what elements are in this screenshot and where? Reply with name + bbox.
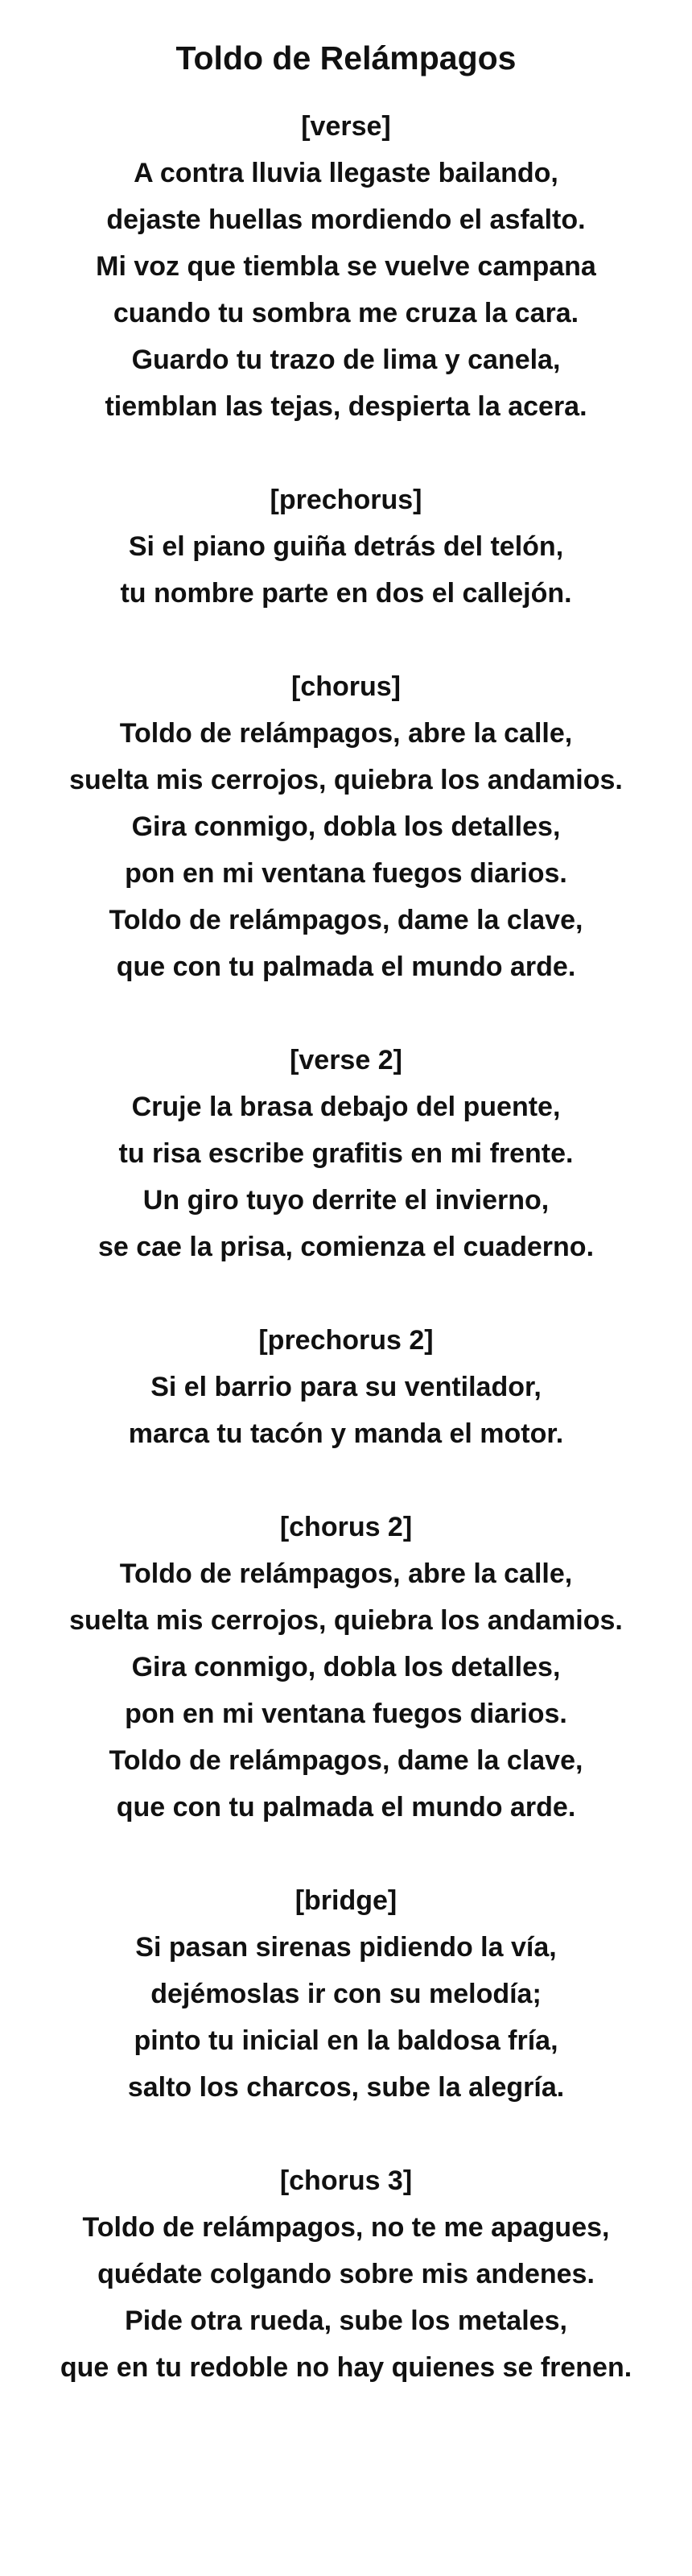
section-label: [chorus 3] — [279, 2165, 413, 2196]
lyric-line: Si el barrio para su ventilador, — [150, 1372, 542, 1402]
lyric-line: Toldo de relámpagos, abre la calle, — [119, 1558, 573, 1589]
lyric-line: Gira conmigo, dobla los detalles, — [131, 811, 561, 842]
lyric-line: suelta mis cerrojos, quiebra los andamios. — [69, 1605, 623, 1636]
lyric-line: tu risa escribe grafitis en mi frente. — [118, 1138, 574, 1169]
lyrics-section — [0, 1037, 692, 1270]
lyric-line: Guardo tu trazo de lima y canela, — [131, 345, 561, 375]
lyric-line: tu nombre parte en dos el callejón. — [120, 578, 572, 609]
lyric-line: Si pasan sirenas pidiendo la vía, — [135, 1932, 557, 1963]
song-title: Toldo de Relámpagos — [175, 39, 517, 76]
lyric-line: suelta mis cerrojos, quiebra los andamios. — [69, 765, 623, 795]
lyric-line: Toldo de relámpagos, dame la clave, — [109, 905, 583, 935]
lyric-line: Gira conmigo, dobla los detalles, — [131, 1652, 561, 1682]
lyric-line: que con tu palmada el mundo arde. — [116, 1792, 576, 1823]
lyric-line: Mi voz que tiembla se vuelve campana — [96, 251, 596, 282]
lyrics-section — [0, 103, 692, 430]
lyric-line: Toldo de relámpagos, abre la calle, — [119, 718, 573, 749]
lyrics-section — [0, 1504, 692, 1831]
lyric-line: pinto tu inicial en la baldosa fría, — [134, 2025, 558, 2056]
lyric-line: tiemblan las tejas, despierta la acera. — [105, 391, 587, 422]
lyrics-section — [0, 477, 692, 617]
lyric-line: que con tu palmada el mundo arde. — [116, 952, 576, 982]
lyrics-section — [0, 2157, 692, 2391]
lyric-line: Si el piano guiña detrás del telón, — [128, 531, 564, 562]
lyrics-section — [0, 1317, 692, 1457]
section-label: [prechorus 2] — [258, 1325, 434, 1356]
section-label: [verse] — [301, 111, 391, 142]
lyric-line: Cruje la brasa debajo del puente, — [131, 1092, 561, 1122]
section-label: [prechorus] — [270, 485, 422, 515]
lyric-line: cuando tu sombra me cruza la cara. — [113, 298, 579, 328]
lyric-line: Toldo de relámpagos, no te me apagues, — [82, 2212, 610, 2243]
lyric-line: pon en mi ventana fuegos diarios. — [125, 1699, 567, 1729]
section-label: [chorus 2] — [279, 1512, 413, 1542]
lyric-line: Un giro tuyo derrite el invierno, — [142, 1185, 550, 1216]
section-label: [verse 2] — [290, 1045, 402, 1075]
lyric-line: A contra lluvia llegaste bailando, — [134, 158, 558, 188]
lyric-line: dejémoslas ir con su melodía; — [150, 1979, 542, 2009]
section-label: [bridge] — [295, 1885, 397, 1916]
lyrics-section — [0, 663, 692, 990]
lyric-line: salto los charcos, sube la alegría. — [127, 2072, 565, 2103]
lyric-line: marca tu tacón y manda el motor. — [128, 1418, 564, 1449]
lyric-line: Pide otra rueda, sube los metales, — [125, 2306, 567, 2336]
lyric-line: que en tu redoble no hay quienes se frenen. — [60, 2352, 632, 2383]
lyrics-body — [0, 103, 692, 2391]
lyric-line: Toldo de relámpagos, dame la clave, — [109, 1745, 583, 1776]
section-label: [chorus] — [291, 671, 401, 702]
lyric-line: quédate colgando sobre mis andenes. — [97, 2259, 595, 2289]
lyrics-section — [0, 1877, 692, 2111]
lyric-line: dejaste huellas mordiendo el asfalto. — [106, 204, 586, 235]
lyric-line: pon en mi ventana fuegos diarios. — [125, 858, 567, 889]
lyric-line: se cae la prisa, comienza el cuaderno. — [97, 1232, 595, 1262]
